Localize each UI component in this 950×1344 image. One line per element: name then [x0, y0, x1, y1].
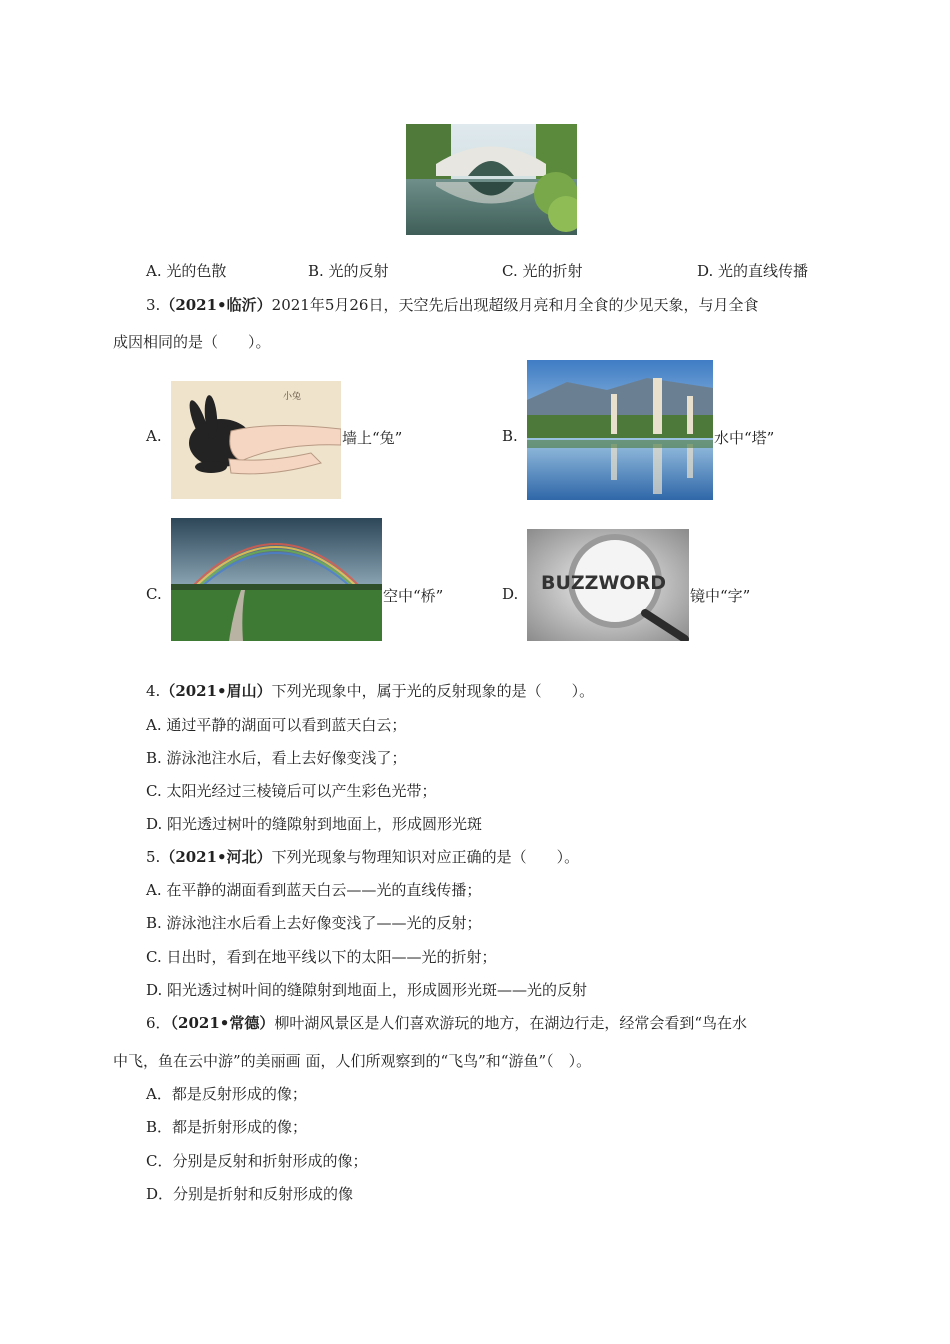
rabbit-caption: 小兔: [283, 392, 302, 402]
q4-option-a: A. 通过平静的湖面可以看到蓝天白云；: [146, 716, 407, 734]
q2-option-d: D. 光的直线传播: [697, 262, 809, 280]
q4-stem: [146, 680, 594, 701]
q6-source: （2021•常德）: [170, 1014, 275, 1032]
q6-option-c: C．分别是反射和折射形成的像；: [146, 1152, 368, 1170]
q5-option-c: C. 日出时，看到在地平线以下的太阳——光的折射；: [146, 948, 497, 966]
q3-number: 3.: [146, 296, 161, 314]
magnifier-word: BUZZWORD: [541, 572, 666, 594]
q3-option-c-letter: C.: [146, 585, 162, 603]
q3-option-d-letter: D.: [502, 585, 519, 603]
q5-text: 下列光现象与物理知识对应正确的是（ ）。: [271, 848, 580, 866]
q2-option-c: C. 光的折射: [502, 262, 583, 280]
q4-option-c: C. 太阳光经过三棱镜后可以产生彩色光带；: [146, 782, 437, 800]
q4-number: 4.: [146, 682, 161, 700]
q5-option-b: B. 游泳池注水后看上去好像变浅了——光的反射；: [146, 914, 482, 932]
q5-option-a: A. 在平静的湖面看到蓝天白云——光的直线传播；: [146, 881, 482, 899]
q4-option-b: B. 游泳池注水后，看上去好像变浅了；: [146, 749, 407, 767]
q6-stem-line2: 中飞，鱼在云中游”的美丽画 面，人们所观察到的“飞鸟”和“游鱼”（ ）。: [113, 1052, 592, 1070]
q5-stem: [146, 846, 579, 867]
q6-option-a: A．都是反射形成的像；: [146, 1085, 307, 1103]
q3-source: （2021•临沂）: [160, 296, 272, 314]
q3-stem-line2: 成因相同的是（ ）。: [113, 333, 271, 351]
q6-option-d: D．分别是折射和反射形成的像: [146, 1185, 354, 1203]
q3-option-b-text: 水中“塔”: [714, 429, 775, 447]
rainbow-photo: [171, 518, 382, 641]
pagoda-reflection-photo: [527, 360, 713, 500]
q3-option-a-letter: A.: [146, 427, 162, 445]
q6-stem-line1: [146, 1012, 747, 1033]
q6-number: 6．: [146, 1014, 171, 1032]
q2-option-b: B. 光的反射: [308, 262, 389, 280]
q3-option-a-text: 墙上“兔”: [342, 429, 403, 447]
q6-text-line1: 柳叶湖风景区是人们喜欢游玩的地方，在湖边行走，经常会看到“鸟在水: [274, 1014, 748, 1032]
bridge-photo: [406, 124, 577, 235]
magnifier-photo: [527, 529, 689, 641]
q5-number: 5.: [146, 848, 161, 866]
q2-option-a: A. 光的色散: [146, 262, 227, 280]
q4-text: 下列光现象中，属于光的反射现象的是（ ）。: [271, 682, 595, 700]
q3-stem-line1: [146, 294, 758, 315]
q6-option-b: B．都是折射形成的像；: [146, 1118, 308, 1136]
q5-option-d: D. 阳光透过树叶间的缝隙射到地面上，形成圆形光斑——光的反射: [146, 981, 588, 999]
q5-source: （2021•河北）: [160, 848, 272, 866]
q3-text-line1: 2021年5月26日，天空先后出现超级月亮和月全食的少见天象，与月全食: [271, 296, 759, 314]
q3-option-b-letter: B.: [502, 427, 518, 445]
q3-option-c-text: 空中“桥”: [383, 587, 444, 605]
q4-option-d: D. 阳光透过树叶的缝隙射到地面上，形成圆形光斑: [146, 815, 483, 833]
q3-option-d-text: 镜中“字”: [690, 587, 751, 605]
q4-source: （2021•眉山）: [160, 682, 272, 700]
rabbit-shadow-photo: [171, 381, 341, 499]
